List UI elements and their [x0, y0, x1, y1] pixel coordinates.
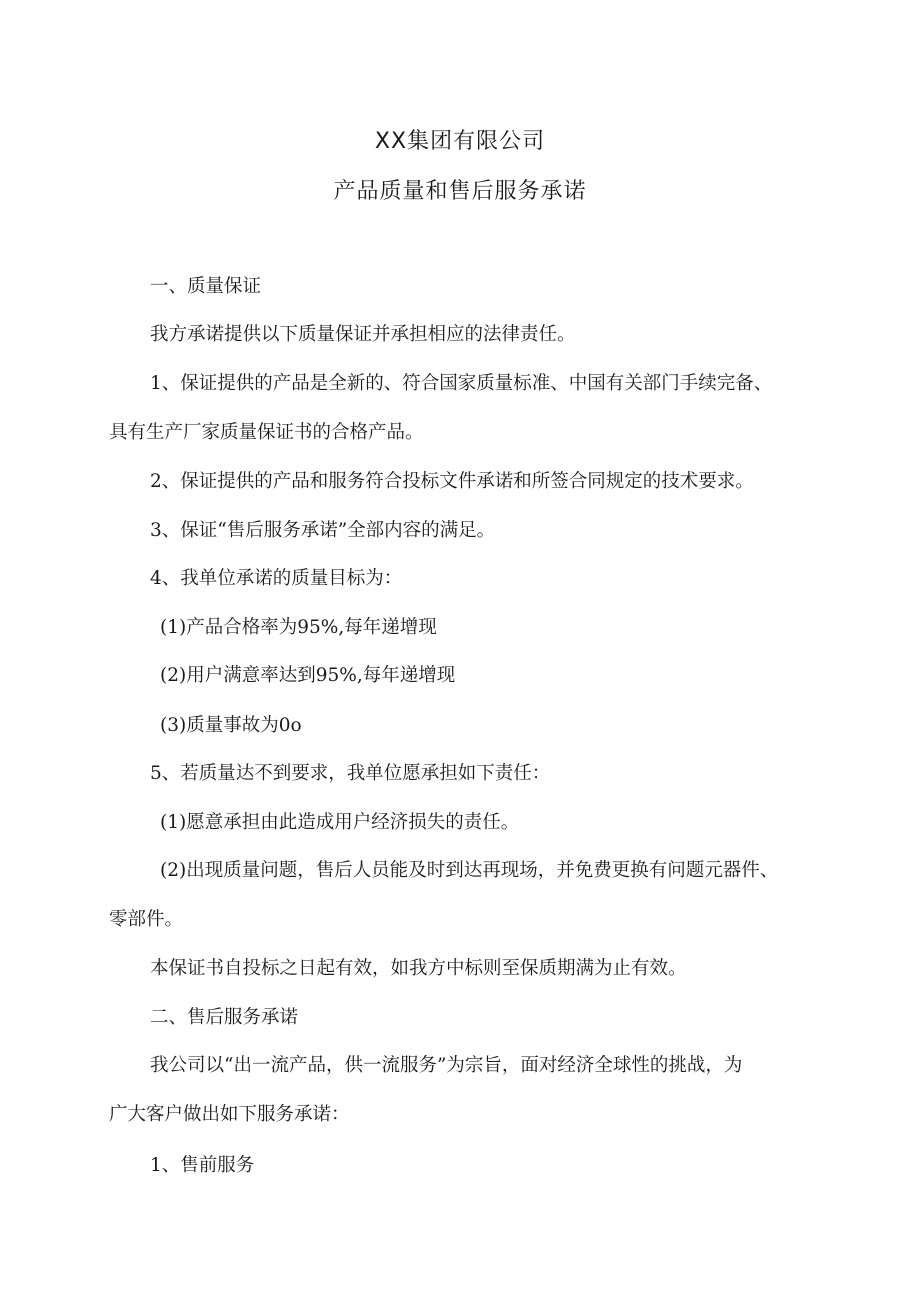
section-heading-service: 二、售后服务承诺 [150, 1007, 299, 1028]
item-5: 5、若质量达不到要求，我单位愿承担如下责任： [150, 763, 551, 784]
section-heading-quality: 一、质量保证 [150, 276, 262, 297]
item-2: 2、保证提供的产品和服务符合投标文件承诺和所签合同规定的技术要求。 [150, 471, 754, 492]
item-3: 3、保证“售后服务承诺”全部内容的满足。 [150, 520, 496, 541]
liability-2-line-2: 零部件。 [109, 909, 184, 930]
liability-2-line-1: (2)出现质量问题，售后人员能及时到达再现场，并免费更换有问题元器件、 [160, 860, 779, 881]
paragraph-intro: 我方承诺提供以下质量保证并承担相应的法律责任。 [150, 324, 576, 345]
liability-1: (1)愿意承担由此造成用户经济损失的责任。 [160, 812, 520, 833]
service-intro-line-2: 广大客户做出如下服务承诺： [109, 1104, 350, 1125]
company-name: XX集团有限公司 [374, 129, 546, 154]
item-1-line-1: 1、保证提供的产品是全新的、符合国家质量标准、中国有关部门手续完备、 [150, 373, 773, 394]
validity-statement: 本保证书自投标之日起有效，如我方中标则至保质期满为止有效。 [150, 958, 687, 979]
quality-goal-2: (2)用户满意率达到95%,每年递增现 [160, 665, 456, 686]
item-1-line-2: 具有生产厂家质量保证书的合格产品。 [109, 422, 424, 443]
subsection-pre-sales: 1、售前服务 [150, 1155, 255, 1176]
service-intro-line-1: 我公司以“出一流产品，供一流服务”为宗旨，面对经济全球性的挑战，为 [150, 1055, 743, 1076]
quality-goal-3: (3)质量事故为0o [160, 715, 302, 736]
document-title: 产品质量和售后服务承诺 [333, 179, 587, 204]
item-4: 4、我单位承诺的质量目标为： [150, 568, 403, 589]
quality-goal-1: (1)产品合格率为95%,每年递增现 [160, 617, 437, 638]
